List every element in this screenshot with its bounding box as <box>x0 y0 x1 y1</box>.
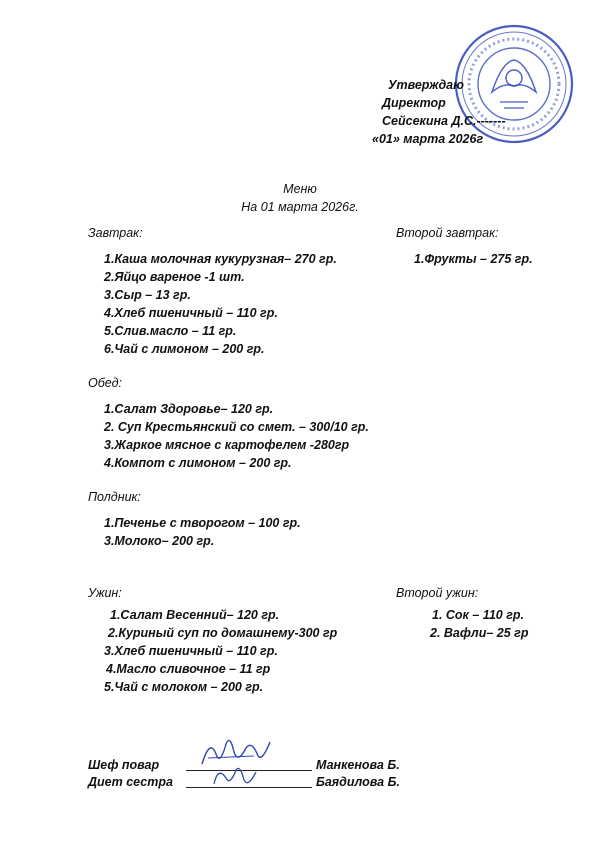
diet-nurse-signature <box>210 762 260 790</box>
breakfast-heading: Завтрак: <box>88 226 143 240</box>
breakfast-item: 1.Каша молочная кукурузная– 270 гр. <box>104 252 337 266</box>
breakfast-item: 2.Яйцо вареное -1 шт. <box>104 270 245 284</box>
second-dinner-item: 2. Вафли– 25 гр <box>430 626 529 640</box>
dinner-item: 5.Чай с молоком – 200 гр. <box>104 680 264 694</box>
dinner-item: 4.Масло сливочное – 11 гр <box>106 662 271 676</box>
approval-line-2: Директор <box>382 96 446 110</box>
lunch-heading: Обед: <box>88 376 122 390</box>
menu-title: Меню <box>283 182 317 196</box>
chef-label: Шеф повар <box>88 758 160 772</box>
approval-line-4: «01» марта 2026г <box>372 132 484 146</box>
dinner-heading: Ужин: <box>88 586 122 600</box>
lunch-item: 2. Суп Крестьянский со смет. – 300/10 гр. <box>104 420 369 434</box>
second-dinner-heading: Второй ужин: <box>396 586 479 600</box>
breakfast-item: 4.Хлеб пшеничный – 110 гр. <box>104 306 278 320</box>
lunch-item: 4.Компот с лимоном – 200 гр. <box>104 456 292 470</box>
second-breakfast-item: 1.Фрукты – 275 гр. <box>414 252 533 266</box>
second-dinner-item: 1. Сок – 110 гр. <box>432 608 524 622</box>
snack-item: 3.Молоко– 200 гр. <box>104 534 215 548</box>
lunch-item: 3.Жаркое мясное с картофелем -280гр <box>104 438 350 452</box>
breakfast-item: 6.Чай с лимоном – 200 гр. <box>104 342 265 356</box>
snack-item: 1.Печенье с творогом – 100 гр. <box>104 516 301 530</box>
chef-name: Манкенова Б. <box>316 758 400 772</box>
dinner-item: 3.Хлеб пшеничный – 110 гр. <box>104 644 278 658</box>
approval-line-3: Сейсекина Д.С.------- <box>382 114 506 128</box>
menu-date: На 01 марта 2026г. <box>241 200 359 214</box>
snack-heading: Полдник: <box>88 490 141 504</box>
breakfast-item: 5.Слив.масло – 11 гр. <box>104 324 237 338</box>
dinner-item: 2.Куриный суп по домашнему-300 гр <box>108 626 338 640</box>
diet-nurse-name: Баядилова Б. <box>316 775 400 789</box>
approval-line-1: Утверждаю <box>388 78 464 92</box>
dinner-item: 1.Салат Весенний– 120 гр. <box>110 608 280 622</box>
diet-nurse-label: Диет сестра <box>88 775 173 789</box>
lunch-item: 1.Салат Здоровье– 120 гр. <box>104 402 274 416</box>
second-breakfast-heading: Второй завтрак: <box>396 226 499 240</box>
breakfast-item: 3.Сыр – 13 гр. <box>104 288 191 302</box>
